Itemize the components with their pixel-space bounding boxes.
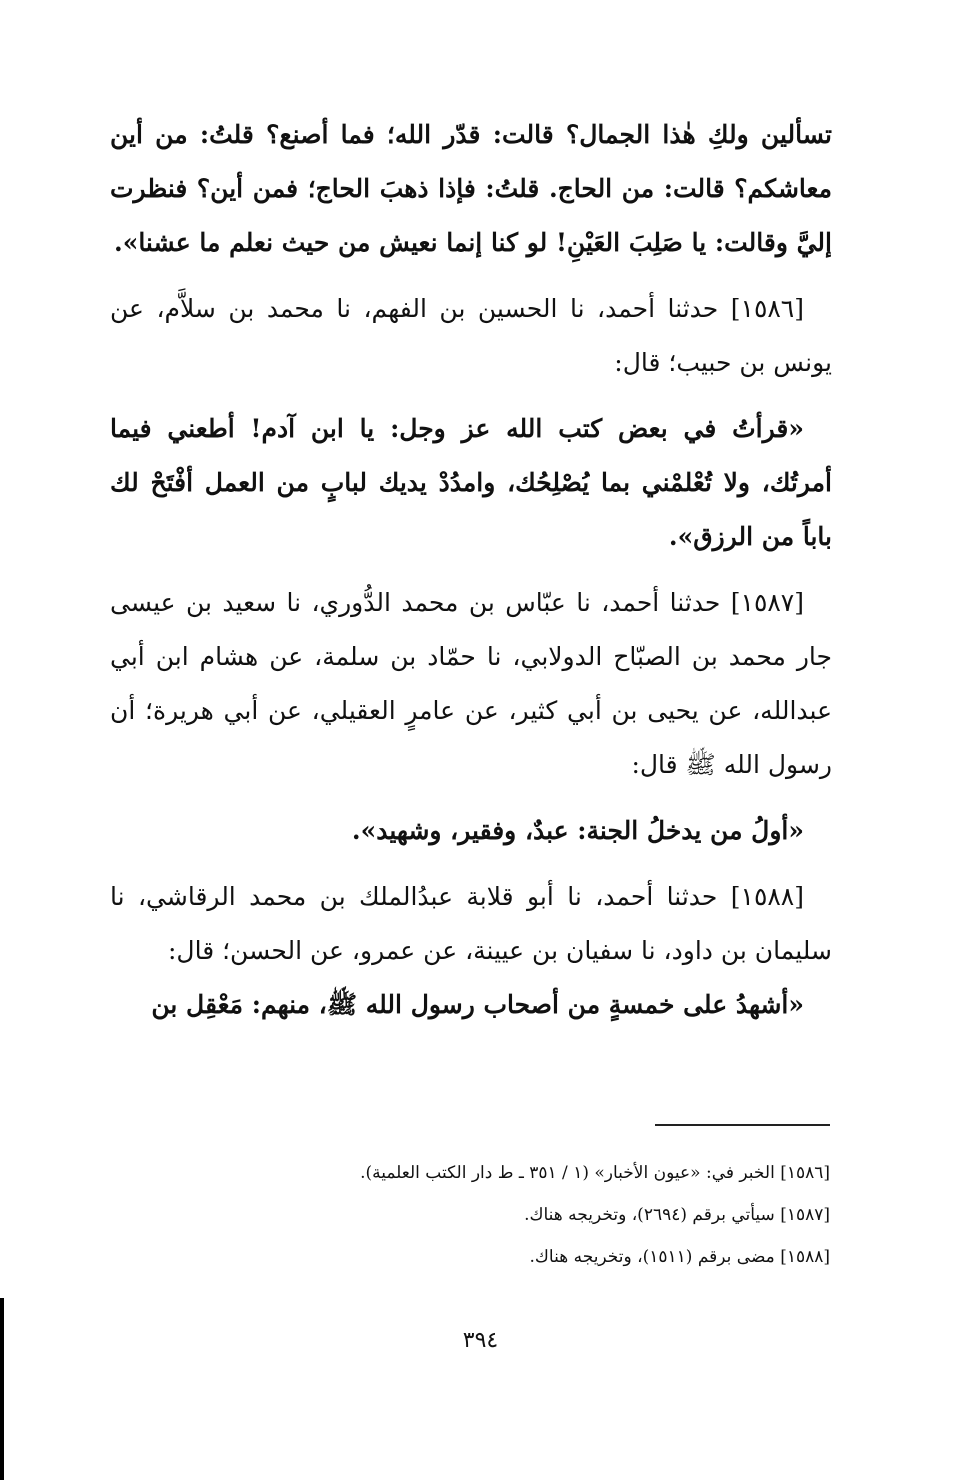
hadith-1586-matn: «قرأتُ في بعض كتب الله عز وجل: يا ابن آدم! أطعني فيما أمرتُك، ولا تُعْلمْني بما يُصْلِحُك، وامدُدْ يديك لبابٍ من العمل أفْتَحْ لك باباً من الرزق». — [110, 414, 832, 551]
footnote-1587: [١٥٨٧] سيأتي برقم (٢٦٩٤)، وتخريجه هناك. — [524, 1205, 830, 1225]
hadith-1588-isnad: [١٥٨٨] حدثنا أحمد، نا أبو قلابة عبدُالملك بن محمد الرقاشي، نا سليمان بن داود، نا سفيان بن عيينة، عن عمرو، عن الحسن؛ قال: — [110, 882, 832, 965]
paragraph-continuation: تسألين ولكِ هٰذا الجمال؟ قالت: قدّر الله؛ فما أصنع؟ قلتُ: من أين معاشكم؟ قالت: من الحاج. قلتُ: فإذا ذهبَ الحاج؛ فمن أين؟ فنظرت إليَّ وقالت: يا صَلِبَ العَيْنِ! لو كنا إنما نعيش من حيث نعلم ما عشنا». — [110, 120, 832, 257]
main-text — [110, 108, 832, 1032]
footnote-1588: [١٥٨٨] مضى برقم (١٥١١)، وتخريجه هناك. — [529, 1247, 830, 1267]
scan-edge-line — [0, 1298, 4, 1480]
hadith-1586-isnad: [١٥٨٦] حدثنا أحمد، نا الحسين بن الفهم، نا محمد بن سلاَّم، عن يونس بن حبيب؛ قال: — [110, 294, 832, 377]
hadith-1588-matn: «أشهدُ على خمسةٍ من أصحاب رسول الله ﷺ، منهم: مَعْقِل بن — [151, 990, 804, 1019]
footnotes — [250, 1152, 830, 1278]
hadith-1587-isnad: [١٥٨٧] حدثنا أحمد، نا عبّاس بن محمد الدُّوري، نا سعيد بن عيسى جار محمد بن الصبّاح الدولابي، نا حمّاد بن سلمة، عن هشام ابن أبي عبدالله، عن يحيى بن أبي كثير، عن عامرٍ العقيلي، عن أبي هريرة؛ أن رسول الله ﷺ قال: — [110, 588, 832, 779]
footnote-1586: [١٥٨٦] الخبر في: «عيون الأخبار» (١ / ٣٥١ ـ ط دار الكتب العلمية). — [360, 1163, 830, 1183]
page-number: ٣٩٤ — [462, 1328, 499, 1353]
footnote-divider — [655, 1124, 830, 1126]
hadith-1587-matn: «أولُ من يدخلُ الجنة: عبدٌ، وفقير، وشهيد». — [351, 816, 804, 845]
